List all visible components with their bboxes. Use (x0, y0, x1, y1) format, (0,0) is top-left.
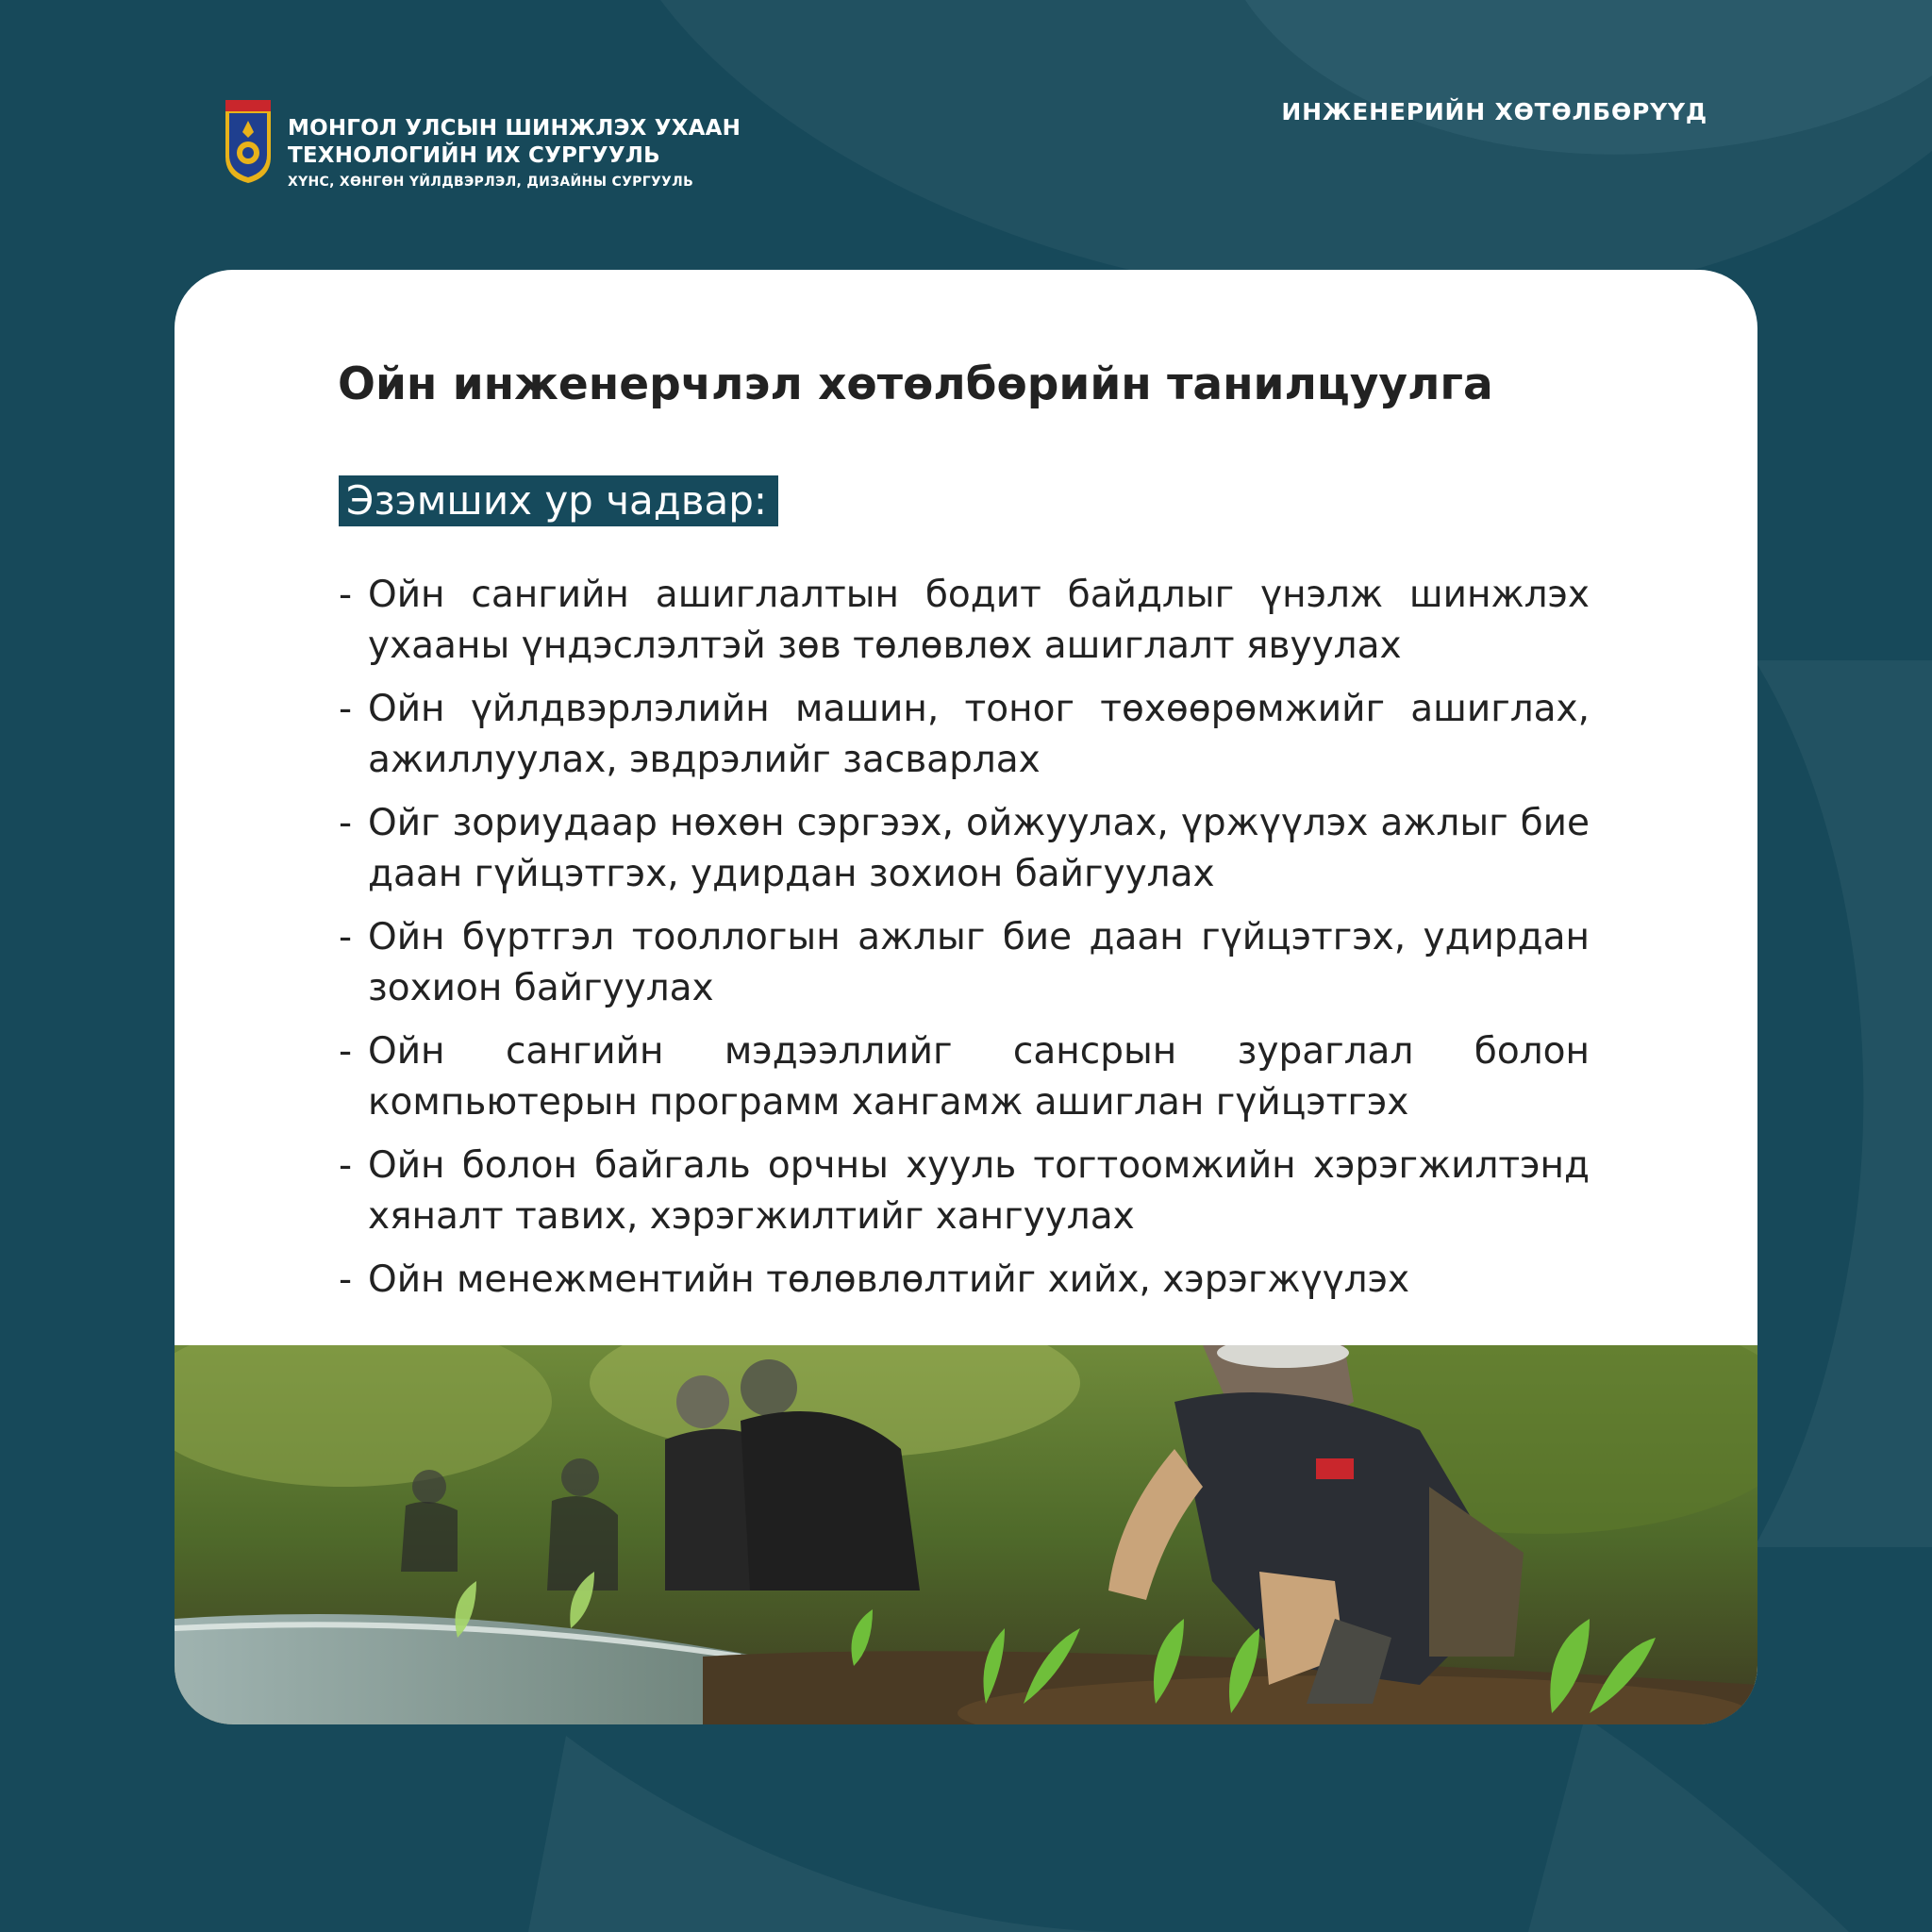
skills-heading: Эзэмших ур чадвар: (339, 475, 778, 526)
list-item (339, 684, 1590, 786)
skill-text: Ойн болон байгаль орчны хууль тогтоомжийн хэрэгжилтэнд хяналт тавих, хэрэгжилтийг хангуулах (368, 1144, 1590, 1238)
skill-text: Ойн үйлдвэрлэлийн машин, тоног төхөөрөмжийг ашиглах, ажиллуулах, эвдрэлийг засварлах (368, 688, 1590, 781)
school-name: ХҮНС, ХӨНГӨН ҮЙЛДВЭРЛЭЛ, ДИЗАЙНЫ СУРГУУЛЬ (288, 175, 694, 190)
list-item (339, 912, 1590, 1014)
skills-list (339, 570, 1590, 1318)
skill-text: Ойг зориудаар нөхөн сэргээх, ойжуулах, үржүүлэх ажлыг бие даан гүйцэтгэх, удирдан зохион байгуулах (368, 802, 1590, 895)
program-card (175, 270, 1757, 1724)
skill-text: Ойн бүртгэл тооллогын ажлыг бие даан гүйцэтгэх, удирдан зохион байгуулах (368, 916, 1590, 1009)
bullet-dash: - (339, 1030, 353, 1073)
bullet-dash: - (339, 1258, 353, 1301)
planting-photo (175, 1345, 1757, 1724)
bullet-dash: - (339, 574, 353, 616)
skill-text: Ойн сангийн мэдээллийг сансрын зураглал болон компьютерын программ хангамж ашиглан гүйцэтгэх (368, 1030, 1590, 1124)
list-item (339, 1255, 1590, 1306)
list-item (339, 1026, 1590, 1128)
university-name-line1: МОНГОЛ УЛСЫН ШИНЖЛЭХ УХААН (288, 116, 741, 141)
university-logo[interactable] (224, 98, 741, 192)
skill-text: Ойн сангийн ашиглалтын бодит байдлыг үнэлж шинжлэх ухааны үндэслэлтэй зөв төлөвлөх ашиглалт явуулах (368, 574, 1590, 667)
bullet-dash: - (339, 802, 353, 844)
list-item (339, 1141, 1590, 1242)
university-emblem-icon (224, 98, 273, 185)
bullet-dash: - (339, 1144, 353, 1187)
page-title: Ойн инженерчлэл хөтөлбөрийн танилцуулга (338, 358, 1493, 410)
list-item (339, 570, 1590, 672)
university-name-line2: ТЕХНОЛОГИЙН ИХ СУРГУУЛЬ (288, 143, 660, 168)
list-item (339, 798, 1590, 900)
bullet-dash: - (339, 916, 353, 958)
skill-text: Ойн менежментийн төлөвлөлтийг хийх, хэрэгжүүлэх (368, 1258, 1410, 1301)
bullet-dash: - (339, 688, 353, 730)
section-label: ИНЖЕНЕРИЙН ХӨТӨЛБӨРҮҮД (1281, 98, 1707, 125)
